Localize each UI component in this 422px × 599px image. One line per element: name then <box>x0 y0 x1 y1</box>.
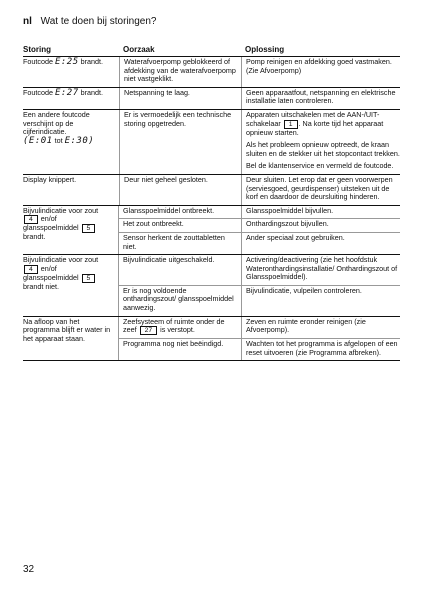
fault-cell <box>23 110 119 174</box>
fault-cell <box>23 255 118 316</box>
solution-cell <box>241 110 400 174</box>
solution-paragraph <box>246 111 400 137</box>
col-header-storing: Storing <box>23 45 51 54</box>
fault-text: Een andere foutcode verschijnt op de cijferindicatie. <box>23 109 90 137</box>
fault-text: tot <box>52 135 65 145</box>
cause-cell: Het zout ontbreekt. <box>123 219 184 229</box>
table-row <box>23 206 400 255</box>
col-header-oorzaak: Oorzaak <box>123 45 155 54</box>
cause-cell: Netspanning te laag. <box>119 88 241 109</box>
sub-row <box>119 286 400 316</box>
cause-cell: Waterafvoerpomp geblokkeerd of afdekking van de waterafvoerpomp niet vastgeklikt. <box>119 57 241 87</box>
fault-cell: Na afloop van het programma blijft er water in het apparaat staan. <box>23 316 111 343</box>
key-reference: 4 <box>24 265 38 274</box>
table-row <box>23 110 400 175</box>
cause-solution-group <box>118 317 400 361</box>
fault-cell: Display knippert. <box>23 174 77 184</box>
fault-cell <box>23 88 119 109</box>
fault-text: Foutcode <box>23 57 55 66</box>
troubleshooting-table <box>23 44 400 361</box>
fault-text: brandt. <box>78 87 104 97</box>
language-code: nl <box>23 16 32 27</box>
solution-cell: Pomp reinigen en afdekking goed vastmaken. (Zie Afvoerpomp) <box>241 57 400 87</box>
solution-cell: Glansspoelmiddel bijvullen. <box>241 206 400 219</box>
fault-text: en/of glansspoelmiddel <box>23 214 81 233</box>
sub-row <box>119 206 400 220</box>
solution-cell: Wachten tot het programma is afgelopen of een reset uitvoeren (zie Programma afbreken). <box>241 339 400 360</box>
fault-cell <box>23 57 119 87</box>
key-reference: 27 <box>140 326 158 335</box>
fault-text: Foutcode <box>23 87 55 97</box>
fault-text: brandt niet. <box>23 281 59 291</box>
error-code: E:27 <box>54 87 79 98</box>
solution-cell: Bijvulindicatie, vulpeilen controleren. <box>241 286 400 316</box>
key-reference: 5 <box>82 224 96 233</box>
cause-cell: Glansspoelmiddel ontbreekt. <box>123 205 215 215</box>
solution-text: . Na korte tijd het apparaat opnieuw starten. <box>246 118 384 137</box>
cause-cell: Bijvulindicatie uitgeschakeld. <box>123 255 215 265</box>
cause-solution-group <box>118 255 400 316</box>
sub-row <box>119 317 400 340</box>
fault-text: Bijvulindicatie voor zout <box>23 205 99 215</box>
section-title: Wat te doen bij storingen? <box>40 16 157 27</box>
solution-cell: Deur sluiten. Let erop dat er geen voorwerpen (serviesgoed, geurdispenser) uitsteken uit de korf en daardoor de deursluiting hinderen. <box>241 175 400 205</box>
col-header-oplossing: Oplossing <box>245 45 285 54</box>
solution-cell: Ander speciaal zout gebruiken. <box>241 233 400 254</box>
solution-paragraph: Als het probleem opnieuw optreedt, de kraan sluiten en de stekker uit het stopcontact trekken. <box>246 140 400 158</box>
table-row <box>23 57 400 88</box>
table-row <box>23 255 400 317</box>
sub-row <box>119 233 400 254</box>
table-row <box>23 317 400 362</box>
cause-cell: Er is vermoedelijk een technische storing opgetreden. <box>119 110 241 174</box>
page-number: 32 <box>23 564 35 575</box>
fault-cell <box>23 206 118 254</box>
sub-row <box>119 255 400 286</box>
error-code: E:30) <box>64 135 95 146</box>
solution-cell: Zeven en ruimte eronder reinigen (zie Afvoerpomp). <box>241 317 400 339</box>
fault-text: brandt. <box>23 232 46 242</box>
cause-cell: Sensor herkent de zouttabletten niet. <box>123 232 225 251</box>
solution-text: Apparaten uitschakelen met de AAN-/UIT-schakelaar <box>246 109 380 128</box>
fault-text: en/of glansspoelmiddel <box>23 263 81 282</box>
sub-row <box>119 219 400 233</box>
error-code: (E:01 <box>23 135 53 146</box>
fault-text: Bijvulindicatie voor zout <box>23 255 99 265</box>
cause-cell: Er is nog voldoende onthardingszout/ glansspoelmiddel aanwezig. <box>123 285 234 313</box>
error-code: E:25 <box>54 57 79 67</box>
key-reference: 5 <box>82 274 96 283</box>
cause-cell <box>119 317 241 339</box>
key-reference: 4 <box>24 215 38 224</box>
solution-paragraph: Bel de klantenservice en vermeld de foutcode. <box>246 161 394 171</box>
solution-cell: Onthardingszout bijvullen. <box>241 219 400 232</box>
key-reference: 1 <box>284 120 298 129</box>
fault-text: brandt. <box>78 57 104 66</box>
page-header <box>23 16 156 27</box>
sub-row <box>119 339 400 360</box>
cause-text: is verstopt. <box>158 325 195 335</box>
table-header-row <box>23 44 400 57</box>
cause-cell: Programma nog niet beëindigd. <box>123 339 224 349</box>
solution-cell: Activering/deactivering (zie het hoofdstuk Wateronthardingsinstallatie/ Onthardingszout of Glansspoelmiddel). <box>241 255 400 285</box>
table-row <box>23 88 400 110</box>
cause-text: Zeefsysteem of ruimte onder de zeef <box>123 316 225 335</box>
cause-cell: Deur niet geheel gesloten. <box>119 175 241 205</box>
cause-solution-group <box>118 206 400 254</box>
solution-cell: Geen apparaatfout, netspanning en elektrische installatie laten controleren. <box>241 88 400 109</box>
table-row <box>23 175 400 206</box>
